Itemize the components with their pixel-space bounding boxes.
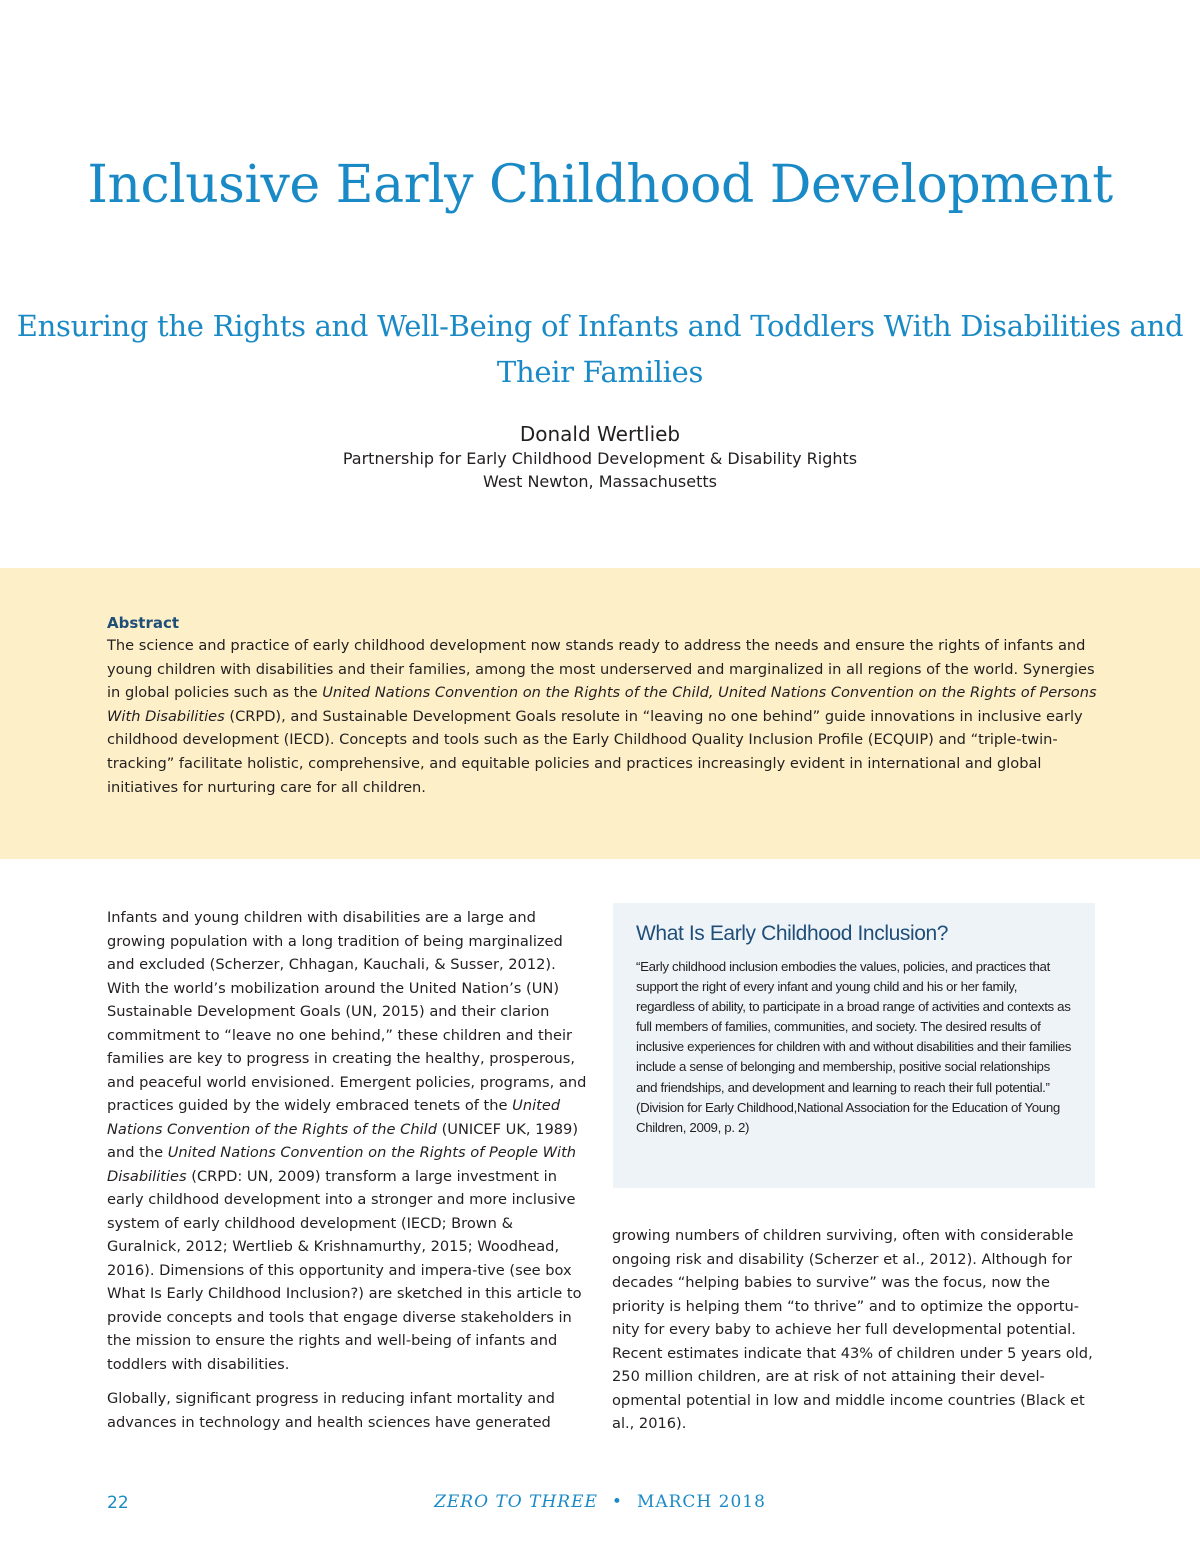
body-column-right [612, 1224, 1096, 1436]
sidebar-heading: What Is Early Childhood Inclusion? [636, 922, 949, 945]
body-text: Infants and young children with disabilities are a large and growing population with a long tradition of being marginalized and excluded (Scherzer, Chhagan, Kauchali, & Susser, 2012). With the world’s mobilization around the United Nation’s (UN) Sustainable Development Goals (UN, 2015) and their clarion commitment to “leave no one behind,” these children and their families are key to progress in creating the healthy, prosperous, and peaceful world envisioned. Emergent policies, programs, and practices guided by the widely embraced tenets of the [107, 909, 587, 1114]
sidebar-box [613, 903, 1095, 1188]
abstract-text [107, 634, 1097, 799]
abstract-text-part: The science and practice of early childhood development now stands ready to address the needs and ensure the rights of infants and young children with disabilities and their families, among the most underserved and marginalized in all regions of the world. Synergies in global policies such as the [107, 637, 1095, 702]
affiliation: Partnership for Early Childhood Development & Disability Rights [342, 449, 858, 468]
body-text: (UNICEF UK, 1989) and the [107, 1120, 579, 1161]
issue-date: MARCH 2018 [636, 1492, 766, 1512]
abstract-heading: Abstract [107, 614, 180, 632]
body-paragraph: growing numbers of children surviving, often with considerable ongoing risk and disability (Scherzer et al., 2012). Although for decades “helping babies to survive” was the focus, now the priority is helping them “to thrive” and to optimize the opportu-nity for every baby to achieve her full developmental potential. Recent estimates indicate that 43% of children under 5 years old, 250 million children, are at risk of not attaining their devel-opmental potential in low and middle income countries (Black et al., 2016). [612, 1227, 1093, 1432]
affiliation-location: West Newton, Massachusetts [483, 472, 717, 491]
author-name: Donald Wertlieb [519, 422, 681, 446]
abstract-text-part: (CRPD), and Sustainable Development Goals resolute in “leaving no one behind” guide innovations in inclusive early childhood development (IECD). Concepts and tools such as the Early Childhood Quality Inclusion Profile (ECQUIP) and “triple-twin-tracking” facilitate holistic, comprehensive, and equitable policies and practices increasingly evident in international and global initiatives for nurturing care for all children. [107, 707, 1083, 796]
body-text-italic: United Nations Convention of the Rights of the Child [107, 1097, 561, 1138]
body-text-italic: United Nations Convention on the Rights of People With Disabilities [107, 1144, 577, 1185]
magazine-name: ZERO TO THREE [434, 1492, 598, 1512]
body-paragraph: Globally, significant progress in reducing infant mortality and advances in technology and health sciences have generated [107, 1390, 555, 1431]
article-subtitle: Ensuring the Rights and Well-Being of Infants and Toddlers With Disabilities and Their Families [16, 309, 1184, 389]
bullet-separator: • [611, 1492, 623, 1512]
body-paragraph [107, 906, 589, 1376]
body-column-left [107, 906, 589, 1445]
body-text: (CRPD: UN, 2009) transform a large investment in early childhood development into a stronger and more inclusive system of early childhood development (IECD; Brown & Guralnick, 2012; Wertlieb & Krishnamurthy, 2015; Woodhead, 2016). Dimensions of this opportunity and impera-tive (see box What Is Early Childhood Inclusion?) are sketched in this article to provide concepts and tools that engage diverse stakeholders in the mission to ensure the rights and well-being of infants and toddlers with disabilities. [107, 1167, 582, 1373]
footer-running-head [0, 1490, 1200, 1514]
sidebar-quote: “Early childhood inclusion embodies the values, policies, and practices that support the right of every infant and young child and his or her family, regardless of ability, to participate in a broad range of activities and contexts as full members of families, communities, and society. The desired results of inclusive experiences for children with and without disabilities and their families include a sense of belonging and membership, positive social relationships and friendships, and development and learning to reach their full potential.” (Division for Early Childhood,National Association for the Education of Young Children, 2009, p. 2) [636, 959, 1072, 1135]
author-affiliation-block [0, 447, 1200, 493]
abstract-text-italic: United Nations Convention on the Rights of the Child, United Nations Convention on the Rights of Persons With Disabilities [107, 684, 1097, 725]
article-title: Inclusive Early Childhood Development [87, 155, 1113, 215]
page-number: 22 [107, 1493, 129, 1513]
